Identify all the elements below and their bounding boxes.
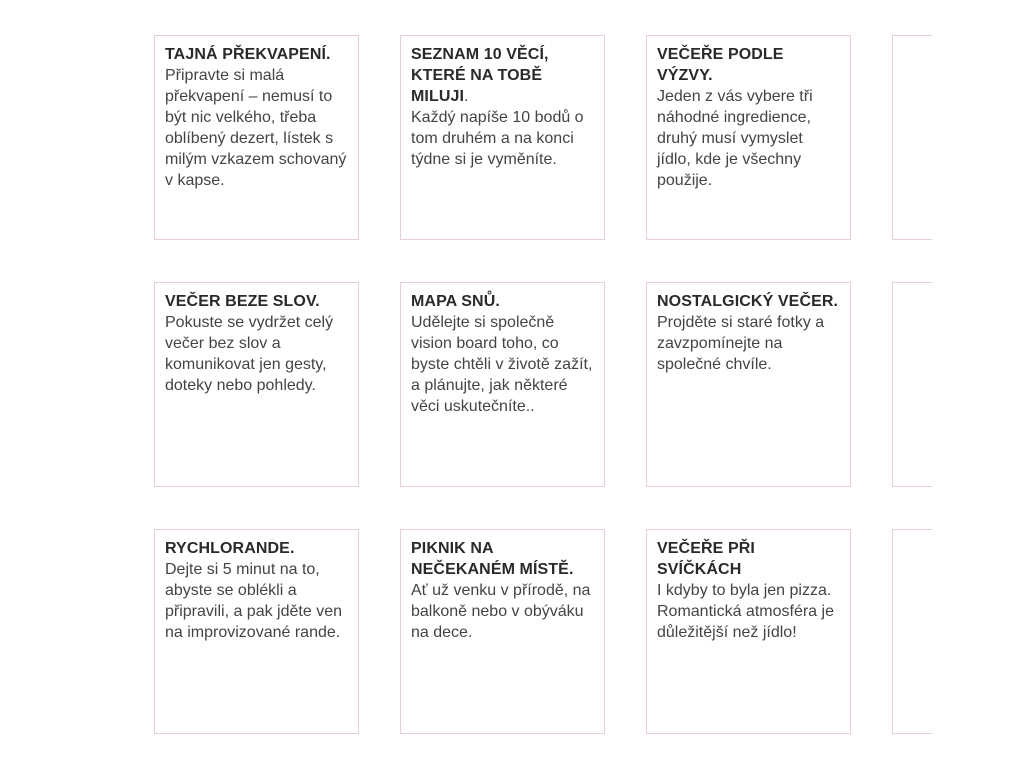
challenge-card: [646, 35, 851, 240]
challenge-card: [400, 35, 605, 240]
card-title-period: .: [464, 88, 469, 105]
card-title: VEČER BEZE SLOV.: [165, 293, 320, 310]
card-text: I kdyby to byla jen pizza. Romantická atmosféra je důležitější než jídlo!: [657, 582, 834, 641]
challenge-card-cutoff: [892, 282, 932, 487]
card-text: Udělejte si společně vision board toho, co byste chtěli v životě zažít, a plánujte, jak některé věci uskutečníte..: [411, 314, 593, 415]
card-title: SEZNAM 10 VĚCÍ, KTERÉ NA TOBĚ MILUJI: [411, 46, 549, 105]
card-title: NOSTALGICKÝ VEČER.: [657, 293, 839, 310]
challenge-card: [646, 282, 851, 487]
challenge-card: [400, 282, 605, 487]
challenge-card: [646, 529, 851, 734]
challenge-card-cutoff: [892, 529, 932, 734]
card-text: Připravte si malá překvapení – nemusí to být nic velkého, třeba oblíbený dezert, lístek s milým vzkazem schovaný v kapse.: [165, 67, 347, 189]
card-text: Každý napíše 10 bodů o tom druhém a na konci týdne si je vyměníte.: [411, 109, 584, 168]
card-title: VEČEŘE PODLE VÝZVY.: [657, 46, 784, 84]
challenge-card: [400, 529, 605, 734]
card-title: RYCHLORANDE.: [165, 540, 295, 557]
card-text: Projděte si staré fotky a zavzpomínejte na společné chvíle.: [657, 314, 825, 373]
challenge-card: [154, 35, 359, 240]
challenge-card-cutoff: [892, 35, 932, 240]
card-text: Pokuste se vydržet celý večer bez slov a komunikovat jen gesty, doteky nebo pohledy.: [165, 314, 334, 394]
card-text: Ať už venku v přírodě, na balkoně nebo v obýváku na dece.: [411, 582, 591, 641]
card-title: PIKNIK NA NEČEKANÉM MÍSTĚ.: [411, 540, 574, 578]
card-text: Dejte si 5 minut na to, abyste se oblékli a připravili, a pak jděte ven na improvizované rande.: [165, 561, 342, 641]
card-text: Jeden z vás vybere tři náhodné ingredience, druhý musí vymyslet jídlo, kde je všechny použije.: [657, 88, 813, 189]
card-title: MAPA SNŮ.: [411, 293, 500, 310]
challenge-card: [154, 282, 359, 487]
challenge-card: [154, 529, 359, 734]
card-title: TAJNÁ PŘEKVAPENÍ.: [165, 46, 331, 63]
card-title: VEČEŘE PŘI SVÍČKÁCH: [657, 540, 755, 578]
